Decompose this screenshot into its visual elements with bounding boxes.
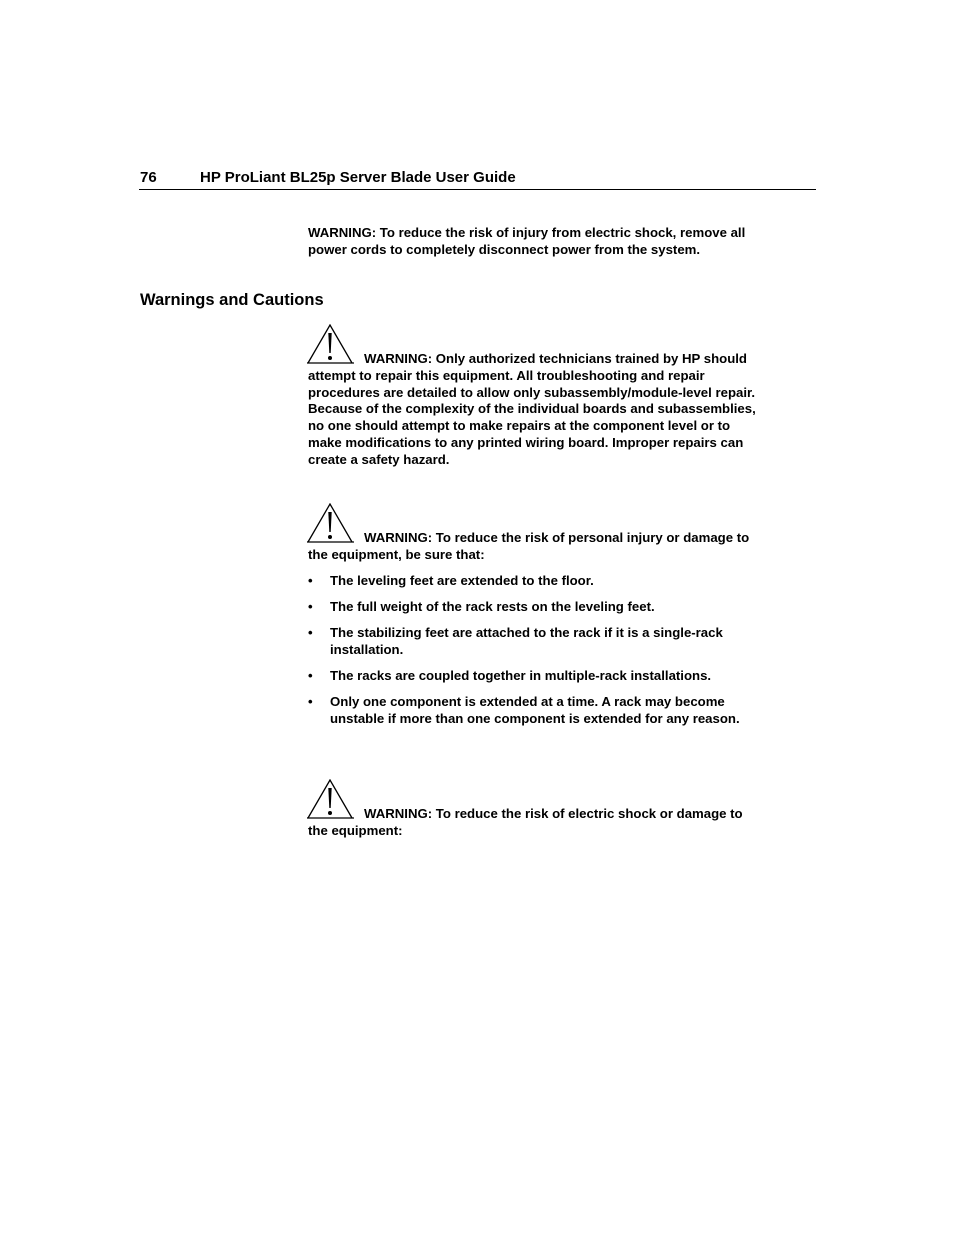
warning-body: WARNING: To reduce the risk of electric shock or damage to the equipment: xyxy=(308,806,743,838)
list-item xyxy=(308,694,760,728)
warning-text-authorized-technicians xyxy=(308,351,763,469)
list-item xyxy=(308,573,760,590)
list-item-text: Only one component is extended at a time. A rack may become unstable if more than one component is extended for any reason. xyxy=(330,693,740,726)
list-item-text: The stabilizing feet are attached to the rack if it is a single-rack installation. xyxy=(330,624,723,657)
list-item xyxy=(308,668,760,685)
warning-body: WARNING: To reduce the risk of personal injury or damage to the equipment, be sure that: xyxy=(308,530,750,562)
bullet-glyph: • xyxy=(308,598,313,614)
warning-text-personal-injury xyxy=(308,530,763,564)
list-item-text: The full weight of the rack rests on the leveling feet. xyxy=(330,598,655,614)
rack-safety-list xyxy=(308,573,760,737)
list-item-text: The racks are coupled together in multiple-rack installations. xyxy=(330,667,712,683)
intro-warning: WARNING: To reduce the risk of injury from electric shock, remove all power cords to completely disconnect power from the system. xyxy=(308,225,746,257)
page-header xyxy=(139,169,816,190)
list-item xyxy=(308,599,760,616)
list-item xyxy=(308,625,760,659)
bullet-glyph: • xyxy=(308,693,313,709)
warning-body: WARNING: Only authorized technicians trained by HP should attempt to repair this equipment. All troubleshooting and repair procedures are detailed to allow only subassembly/module-level repair. Because of the complexity of the individual boards and subassemblies, no one should attempt to make repairs at the component level or to make modifications to any printed wiring board. Improper repairs can create a safety hazard. xyxy=(308,351,756,467)
bullet-glyph: • xyxy=(308,573,313,588)
page-number: 76 xyxy=(140,169,157,186)
list-item-text: The leveling feet are extended to the floor. xyxy=(330,573,594,588)
document-title: HP ProLiant BL25p Server Blade User Guide xyxy=(200,169,516,186)
bullet-glyph: • xyxy=(308,667,313,683)
warning-text-electric-shock xyxy=(308,806,763,840)
bullet-glyph: • xyxy=(308,624,313,640)
section-heading: Warnings and Cautions xyxy=(140,291,324,309)
